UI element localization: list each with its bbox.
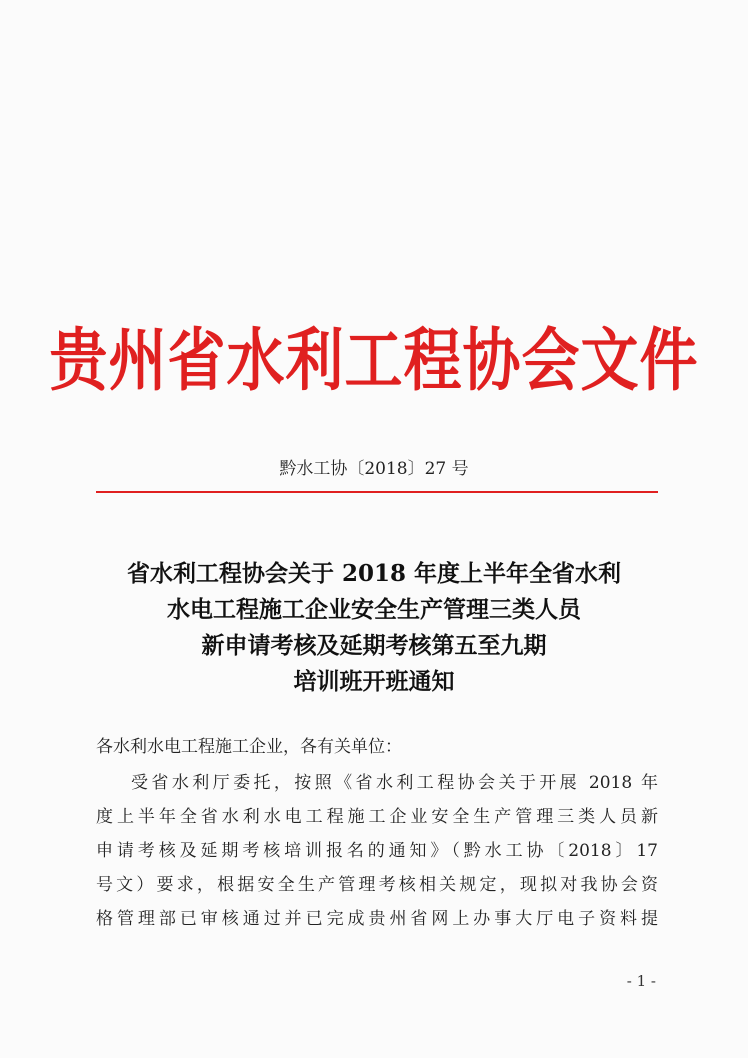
salutation: 各水利水电工程施工企业，各有关单位： <box>96 737 402 757</box>
notice-title-line: 水电工程施工企业安全生产管理三类人员 <box>167 596 581 623</box>
document-number: 黔水工协〔2018〕27 号 <box>279 459 469 479</box>
issuing-organization-title: 贵州省水利工程协会文件 <box>49 320 699 401</box>
notice-title-line: 新申请考核及延期考核第五至九期 <box>201 632 547 659</box>
body-line: 号文）要求，根据安全生产管理考核相关规定，现拟对我协会资 <box>96 875 658 895</box>
notice-title <box>0 556 748 700</box>
body-line: 受省水利厅委托，按照《省水利工程协会关于开展 2018 年 <box>131 773 658 793</box>
page-number: - 1 - <box>626 972 656 990</box>
red-divider-line <box>96 491 658 493</box>
body-paragraph <box>96 766 658 936</box>
body-line: 格管理部已审核通过并已完成贵州省网上办事大厅电子资料提 <box>96 909 658 929</box>
body-line: 度上半年全省水利水电工程施工企业安全生产管理三类人员新 <box>96 807 658 827</box>
body-line: 申请考核及延期考核培训报名的通知》（黔水工协〔2018〕17 <box>96 841 658 861</box>
notice-title-line: 培训班开班通知 <box>293 668 455 695</box>
notice-title-line: 省水利工程协会关于 2018 年度上半年全省水利 <box>126 560 622 587</box>
